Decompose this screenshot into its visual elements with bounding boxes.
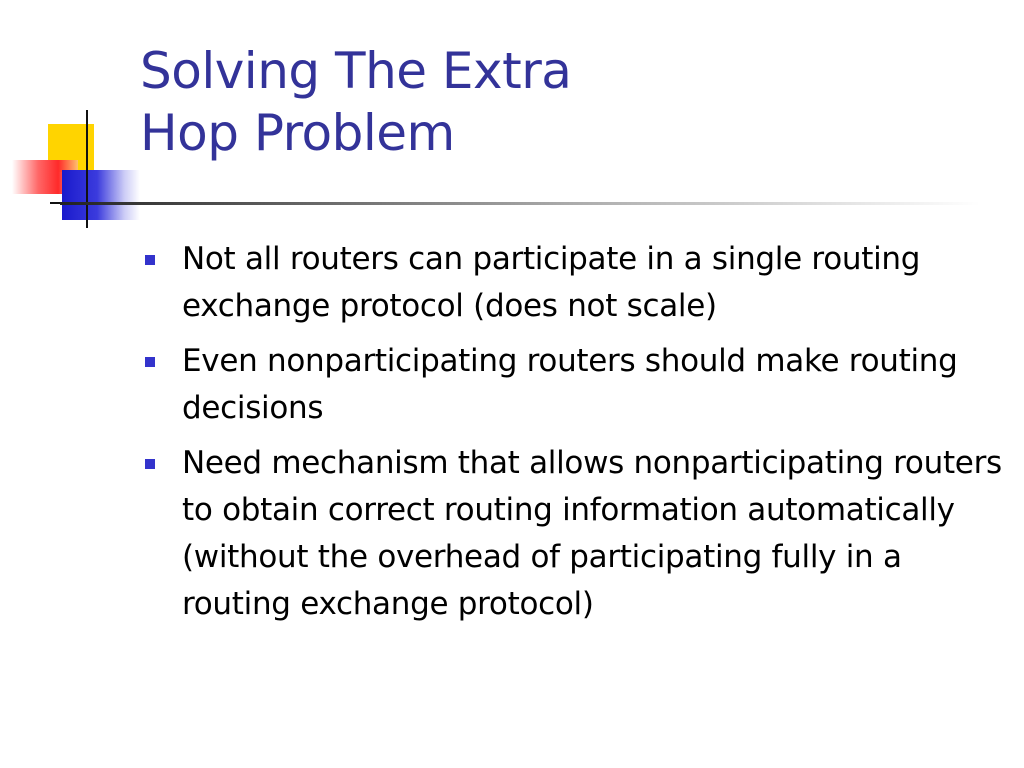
logo-blue-square <box>62 170 140 220</box>
slide-title-line-1: Solving The Extra <box>140 42 572 100</box>
bullet-text: Even nonparticipating routers should make routing decisions <box>182 343 958 426</box>
bullet-item <box>145 338 1005 432</box>
bullet-item <box>145 440 1005 628</box>
slide-title <box>140 40 1000 164</box>
square-bullet-icon <box>145 459 155 469</box>
bullet-list <box>145 236 1005 636</box>
logo-vertical-line <box>86 110 88 228</box>
bullet-text: Not all routers can participate in a single routing exchange protocol (does not scale) <box>182 241 921 324</box>
bullet-item <box>145 236 1005 330</box>
slide-title-line-2: Hop Problem <box>140 104 455 162</box>
title-divider <box>60 202 980 205</box>
square-bullet-icon <box>145 357 155 367</box>
bullet-text: Need mechanism that allows nonparticipating routers to obtain correct routing information automatically (without the overhead of participating fully in a routing exchange protocol) <box>182 445 1002 622</box>
square-bullet-icon <box>145 255 155 265</box>
